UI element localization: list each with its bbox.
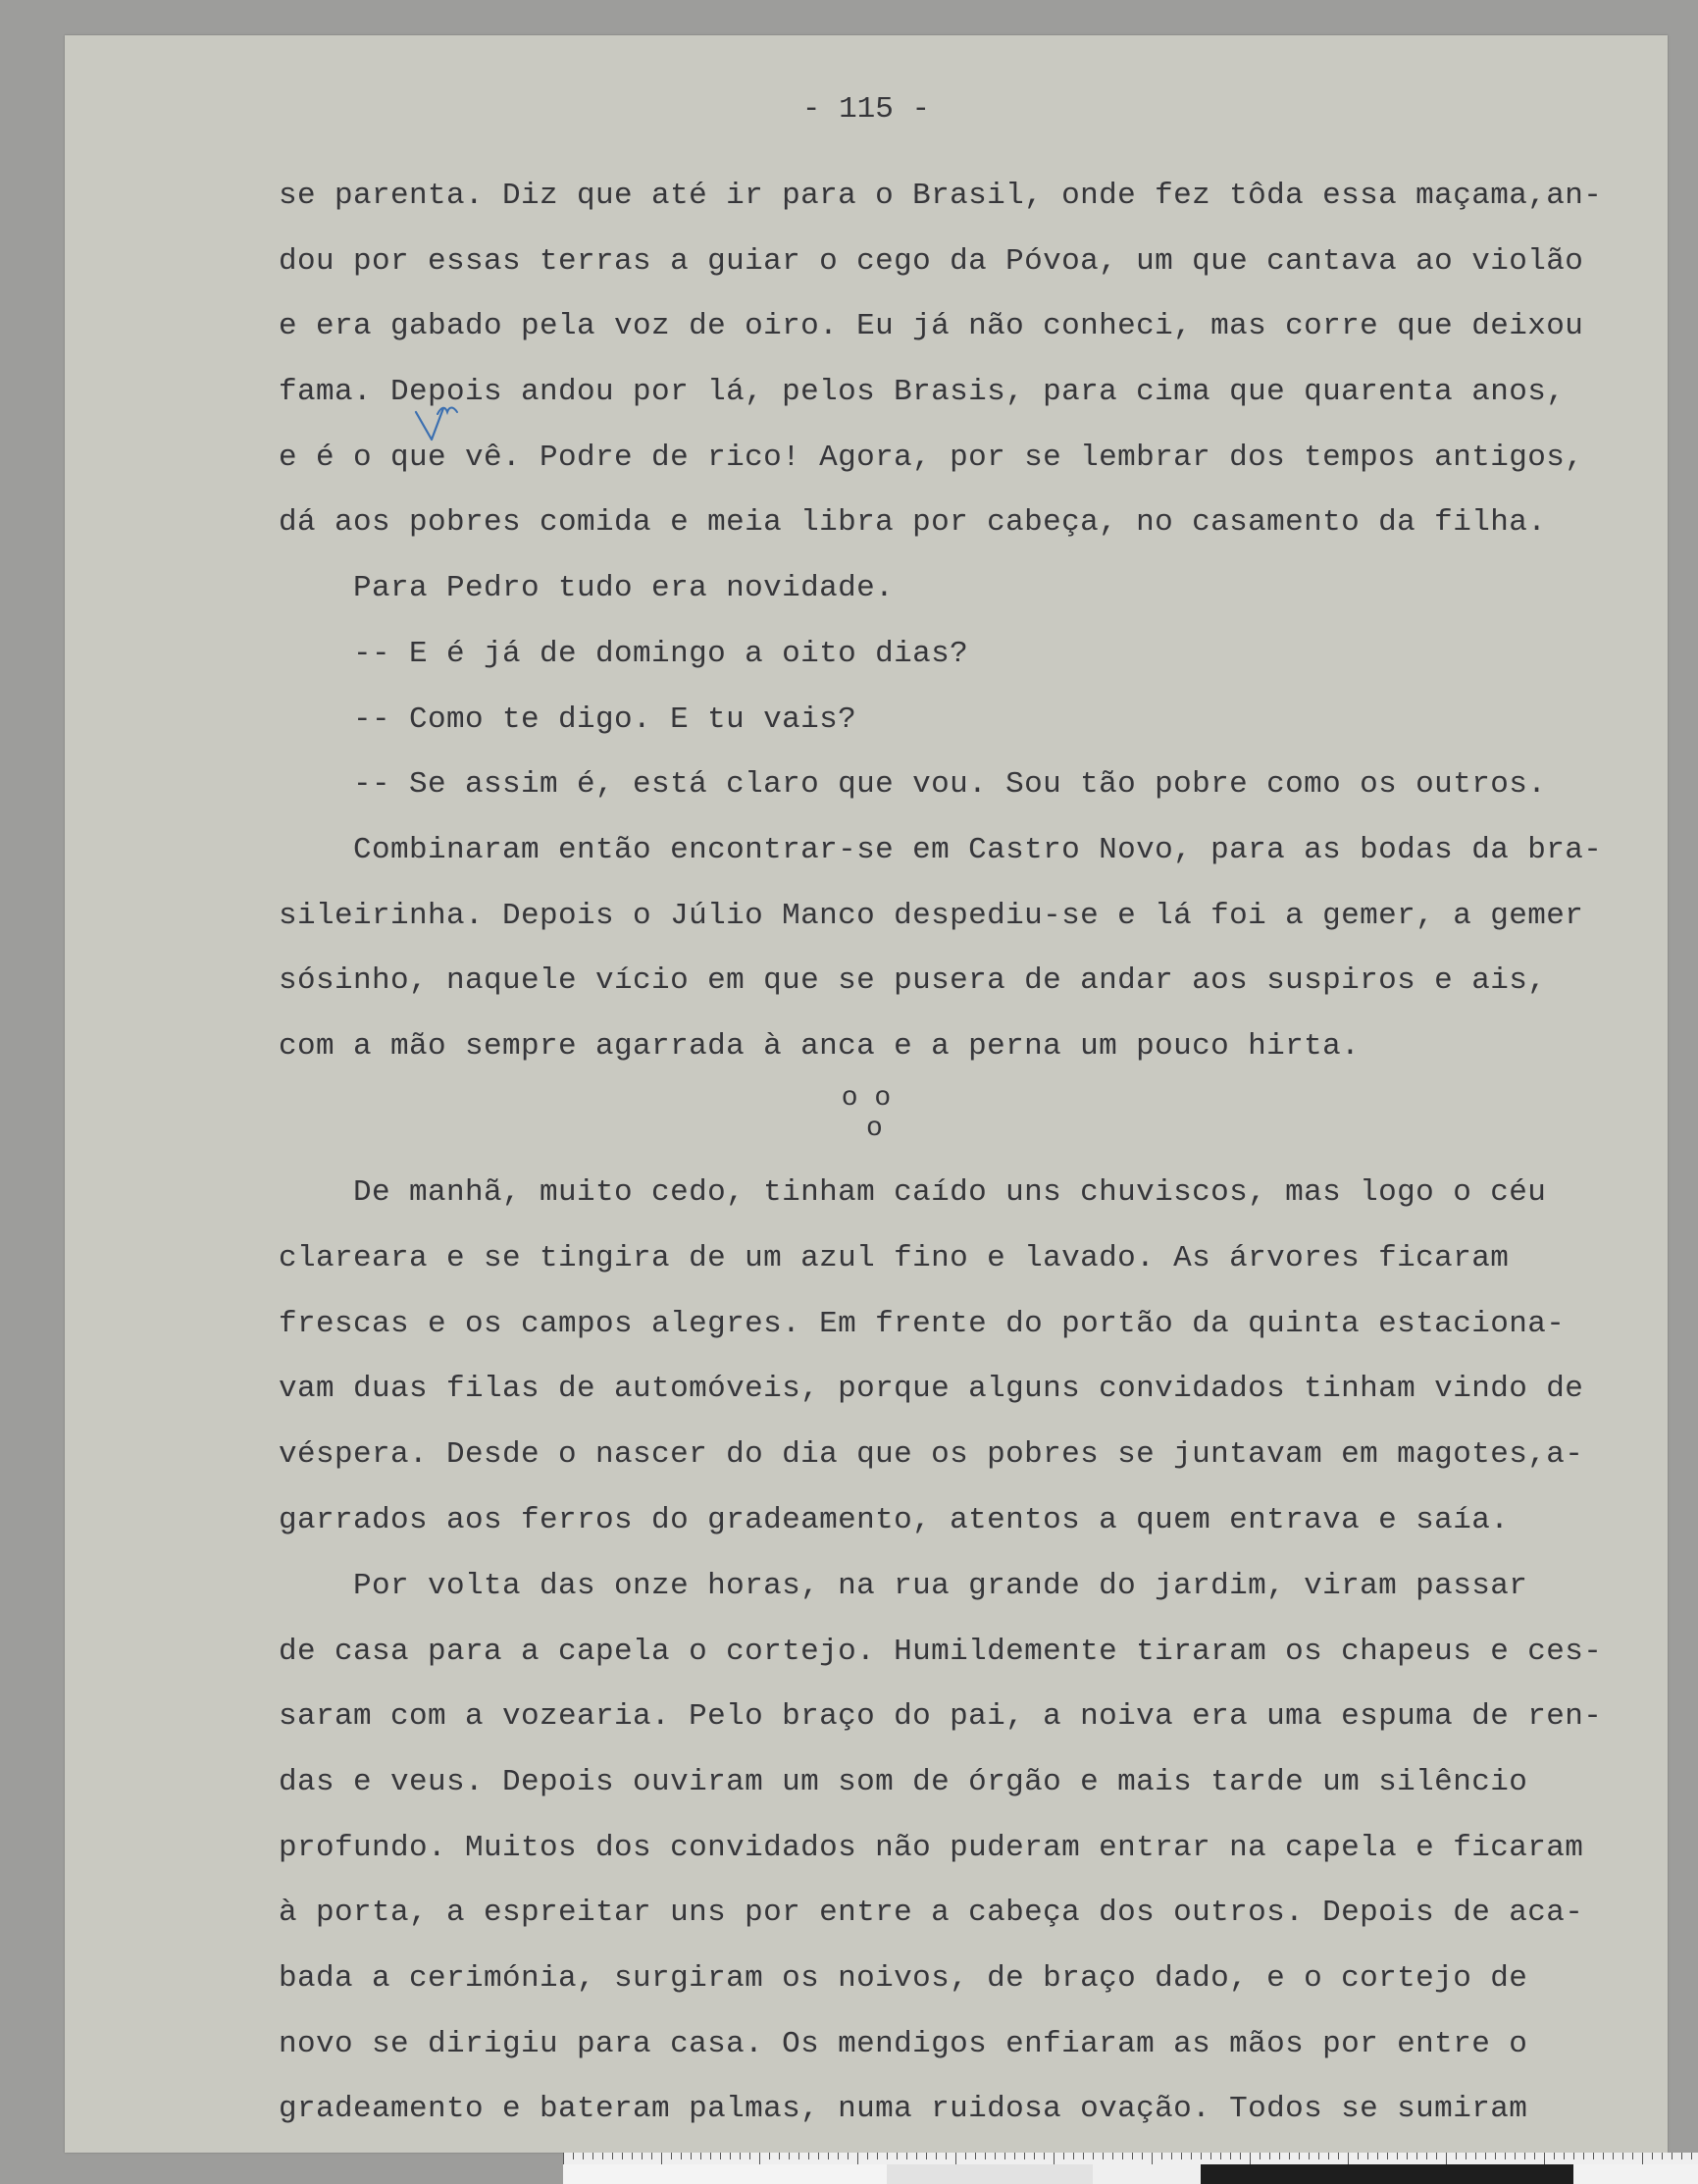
ruler-tick	[1524, 2153, 1525, 2159]
handwritten-insertion-mark-icon	[414, 404, 463, 445]
ruler-band-dark	[1201, 2164, 1573, 2184]
ruler-tick	[1103, 2153, 1104, 2159]
ruler-tick	[1691, 2153, 1692, 2159]
ruler-tick	[1181, 2153, 1182, 2159]
ruler-tick	[955, 2153, 956, 2164]
text-line: vam duas filas de automóveis, porque alguns convidados tinham vindo de	[279, 1372, 1584, 1406]
ruler-tick	[1367, 2153, 1368, 2159]
ruler-tick	[1515, 2153, 1516, 2159]
ruler-tick	[808, 2153, 809, 2159]
ruler-tick	[1338, 2153, 1339, 2159]
ruler-tick	[730, 2153, 731, 2159]
dialogue-line: -- Se assim é, está claro que vou. Sou tão pobre como os outros.	[279, 767, 1547, 802]
ruler-tick	[926, 2153, 927, 2159]
ruler-tick	[1485, 2153, 1486, 2159]
ruler-tick	[1122, 2153, 1123, 2159]
ruler-tick	[1201, 2153, 1202, 2159]
page-number: - 115 -	[801, 92, 931, 127]
ruler-tick	[651, 2153, 652, 2159]
text-line: novo se dirigiu para casa. Os mendigos enfiaram as mãos por entre o	[279, 2027, 1528, 2061]
ruler-tick	[1309, 2153, 1310, 2159]
text-line: gradeamento e bateram palmas, numa ruidosa ovação. Todos se sumiram	[279, 2092, 1528, 2126]
ruler-tick	[1564, 2153, 1565, 2159]
text-line: clareara e se tingira de um azul fino e lavado. As árvores ficaram	[279, 1241, 1510, 1275]
text-line: saram com a vozearia. Pelo braço do pai, a noiva era uma espuma de ren-	[279, 1699, 1603, 1734]
ruler-tick	[1573, 2153, 1574, 2159]
ruler-tick	[867, 2153, 868, 2159]
ruler-tick	[828, 2153, 829, 2159]
text-line: e era gabado pela voz de oiro. Eu já não conheci, mas corre que deixou	[279, 309, 1584, 343]
ruler-tick	[995, 2153, 996, 2159]
ruler-tick	[612, 2153, 613, 2159]
ruler-tick	[1456, 2153, 1457, 2159]
ruler-tick	[1171, 2153, 1172, 2159]
ruler-tick	[1583, 2153, 1584, 2159]
ruler-tick	[622, 2153, 623, 2159]
text-line: frescas e os campos alegres. Em frente do portão da quinta estaciona-	[279, 1307, 1566, 1341]
ruler-tick	[1397, 2153, 1398, 2159]
ruler-tick	[592, 2153, 593, 2159]
ruler-tick	[1083, 2153, 1084, 2159]
ruler-tick	[563, 2153, 564, 2164]
ruler-tick	[877, 2153, 878, 2159]
ruler-tick	[1230, 2153, 1231, 2159]
ruler-tick	[1250, 2153, 1251, 2164]
section-separator: o o o	[841, 1083, 892, 1144]
ruler-tick	[1446, 2153, 1447, 2164]
text-line: sósinho, naquele vício em que se pusera de andar aos suspiros e ais,	[279, 963, 1547, 998]
ruler-tick	[1632, 2153, 1633, 2159]
text-line: garrados aos ferros do gradeamento, atentos a quem entrava e saía.	[279, 1503, 1510, 1537]
ruler-tick	[838, 2153, 839, 2159]
dialogue-line: -- E é já de domingo a oito dias?	[279, 637, 969, 671]
ruler-tick	[700, 2153, 701, 2159]
ruler-tick	[1387, 2153, 1388, 2159]
text-line: dou por essas terras a guiar o cego da Póvoa, um que cantava ao violão	[279, 244, 1584, 279]
ruler-tick	[1318, 2153, 1319, 2159]
ruler-tick	[1024, 2153, 1025, 2159]
ruler-tick	[1505, 2153, 1506, 2159]
ruler-tick	[985, 2153, 986, 2159]
ruler-tick	[691, 2153, 692, 2159]
typewritten-page	[65, 35, 1668, 2153]
ruler-tick	[936, 2153, 937, 2159]
text-line: De manhã, muito cedo, tinham caído uns chuviscos, mas logo o céu	[279, 1175, 1547, 1210]
text-line: dá aos pobres comida e meia libra por cabeça, no casamento da filha.	[279, 505, 1547, 540]
ruler-tick	[1534, 2153, 1535, 2159]
ruler-tick	[1132, 2153, 1133, 2159]
text-line: Para Pedro tudo era novidade.	[279, 571, 895, 605]
text-line: fama. Depois andou por lá, pelos Brasis, para cima que quarenta anos,	[279, 375, 1566, 409]
ruler-tick	[1034, 2153, 1035, 2159]
text-line: se parenta. Diz que até ir para o Brasil, onde fez tôda essa maçama,an-	[279, 179, 1603, 213]
ruler-tick	[1593, 2153, 1594, 2159]
ruler-tick	[1073, 2153, 1074, 2159]
ruler-tick	[1014, 2153, 1015, 2159]
ruler-tick	[1642, 2153, 1643, 2164]
ruler-tick	[1279, 2153, 1280, 2159]
ruler-tick	[1475, 2153, 1476, 2159]
text-line: à porta, a espreitar uns por entre a cabeça dos outros. Depois de aca-	[279, 1896, 1584, 1930]
ruler-tick	[1054, 2153, 1055, 2164]
ruler-tick	[975, 2153, 976, 2159]
ruler-tick	[602, 2153, 603, 2159]
ruler-tick	[965, 2153, 966, 2159]
ruler-tick	[1240, 2153, 1241, 2159]
ruler-tick	[1544, 2153, 1545, 2164]
ruler-tick	[642, 2153, 643, 2159]
ruler-tick	[749, 2153, 750, 2159]
ruler-tick	[720, 2153, 721, 2159]
ruler-tick	[1210, 2153, 1211, 2159]
ruler-tick	[681, 2153, 682, 2159]
text-line: sileirinha. Depois o Júlio Manco despediu-se e lá foi a gemer, a gemer	[279, 899, 1584, 933]
ruler-tick	[1377, 2153, 1378, 2159]
ruler-tick	[1495, 2153, 1496, 2159]
ruler-tick	[848, 2153, 849, 2159]
ruler-tick	[1004, 2153, 1005, 2159]
ruler-tick	[818, 2153, 819, 2159]
text-line: Combinaram então encontrar-se em Castro Novo, para as bodas da bra-	[279, 833, 1603, 867]
ruler-tick	[887, 2153, 888, 2159]
ruler-band-light	[563, 2164, 887, 2184]
ruler-tick	[1426, 2153, 1427, 2159]
ruler-tick	[1220, 2153, 1221, 2159]
ruler-tick	[946, 2153, 947, 2159]
ruler-tick	[1191, 2153, 1192, 2159]
dialogue-line: -- Como te digo. E tu vais?	[279, 702, 857, 737]
ruler-tick	[779, 2153, 780, 2159]
ruler-tick	[1161, 2153, 1162, 2159]
ruler-tick	[661, 2153, 662, 2164]
text-line: de casa para a capela o cortejo. Humildemente tiraram os chapeus e ces-	[279, 1635, 1603, 1669]
ruler-tick	[1044, 2153, 1045, 2159]
scale-ruler	[563, 2153, 1698, 2184]
ruler-tick	[1554, 2153, 1555, 2159]
ruler-tick	[1652, 2153, 1653, 2159]
ruler-tick	[710, 2153, 711, 2159]
ruler-tick	[798, 2153, 799, 2159]
text-line: Por volta das onze horas, na rua grande do jardim, viram passar	[279, 1569, 1528, 1603]
ruler-tick	[1662, 2153, 1663, 2159]
ruler-tick	[1093, 2153, 1094, 2159]
ruler-tick	[1289, 2153, 1290, 2159]
ruler-tick	[1416, 2153, 1417, 2159]
ruler-tick	[583, 2153, 584, 2159]
ruler-tick	[1622, 2153, 1623, 2159]
ruler-tick	[1328, 2153, 1329, 2159]
ruler-tick	[1152, 2153, 1153, 2164]
ruler-tick	[916, 2153, 917, 2159]
text-line: profundo. Muitos dos convidados não puderam entrar na capela e ficaram	[279, 1831, 1584, 1865]
ruler-tick	[1269, 2153, 1270, 2159]
ruler-band-light	[1573, 2164, 1698, 2184]
ruler-tick	[1613, 2153, 1614, 2159]
text-line: das e veus. Depois ouviram um som de órgão e mais tarde um silêncio	[279, 1765, 1528, 1799]
text-line: com a mão sempre agarrada à anca e a perna um pouco hirta.	[279, 1029, 1361, 1064]
ruler-band-mid	[887, 2164, 1093, 2184]
ruler-tick	[1407, 2153, 1408, 2159]
ruler-tick	[1142, 2153, 1143, 2159]
ruler-tick	[632, 2153, 633, 2159]
ruler-tick	[1112, 2153, 1113, 2159]
ruler-tick	[897, 2153, 898, 2159]
text-line: e é o que vê. Podre de rico! Agora, por se lembrar dos tempos antigos,	[279, 441, 1584, 475]
ruler-tick	[1260, 2153, 1261, 2159]
ruler-tick	[671, 2153, 672, 2159]
ruler-tick	[740, 2153, 741, 2159]
ruler-tick	[769, 2153, 770, 2159]
ruler-tick	[573, 2153, 574, 2159]
ruler-tick	[789, 2153, 790, 2159]
ruler-tick	[1358, 2153, 1359, 2159]
ruler-tick	[1436, 2153, 1437, 2159]
text-line: bada a cerimónia, surgiram os noivos, de braço dado, e o cortejo de	[279, 1961, 1528, 1996]
ruler-tick	[906, 2153, 907, 2159]
ruler-tick	[857, 2153, 858, 2164]
ruler-tick	[759, 2153, 760, 2164]
ruler-tick	[1681, 2153, 1682, 2159]
ruler-tick	[1348, 2153, 1349, 2164]
ruler-tick	[1299, 2153, 1300, 2159]
ruler-tick	[1063, 2153, 1064, 2159]
ruler-tick	[1603, 2153, 1604, 2159]
text-line: véspera. Desde o nascer do dia que os pobres se juntavam em magotes,a-	[279, 1437, 1584, 1472]
